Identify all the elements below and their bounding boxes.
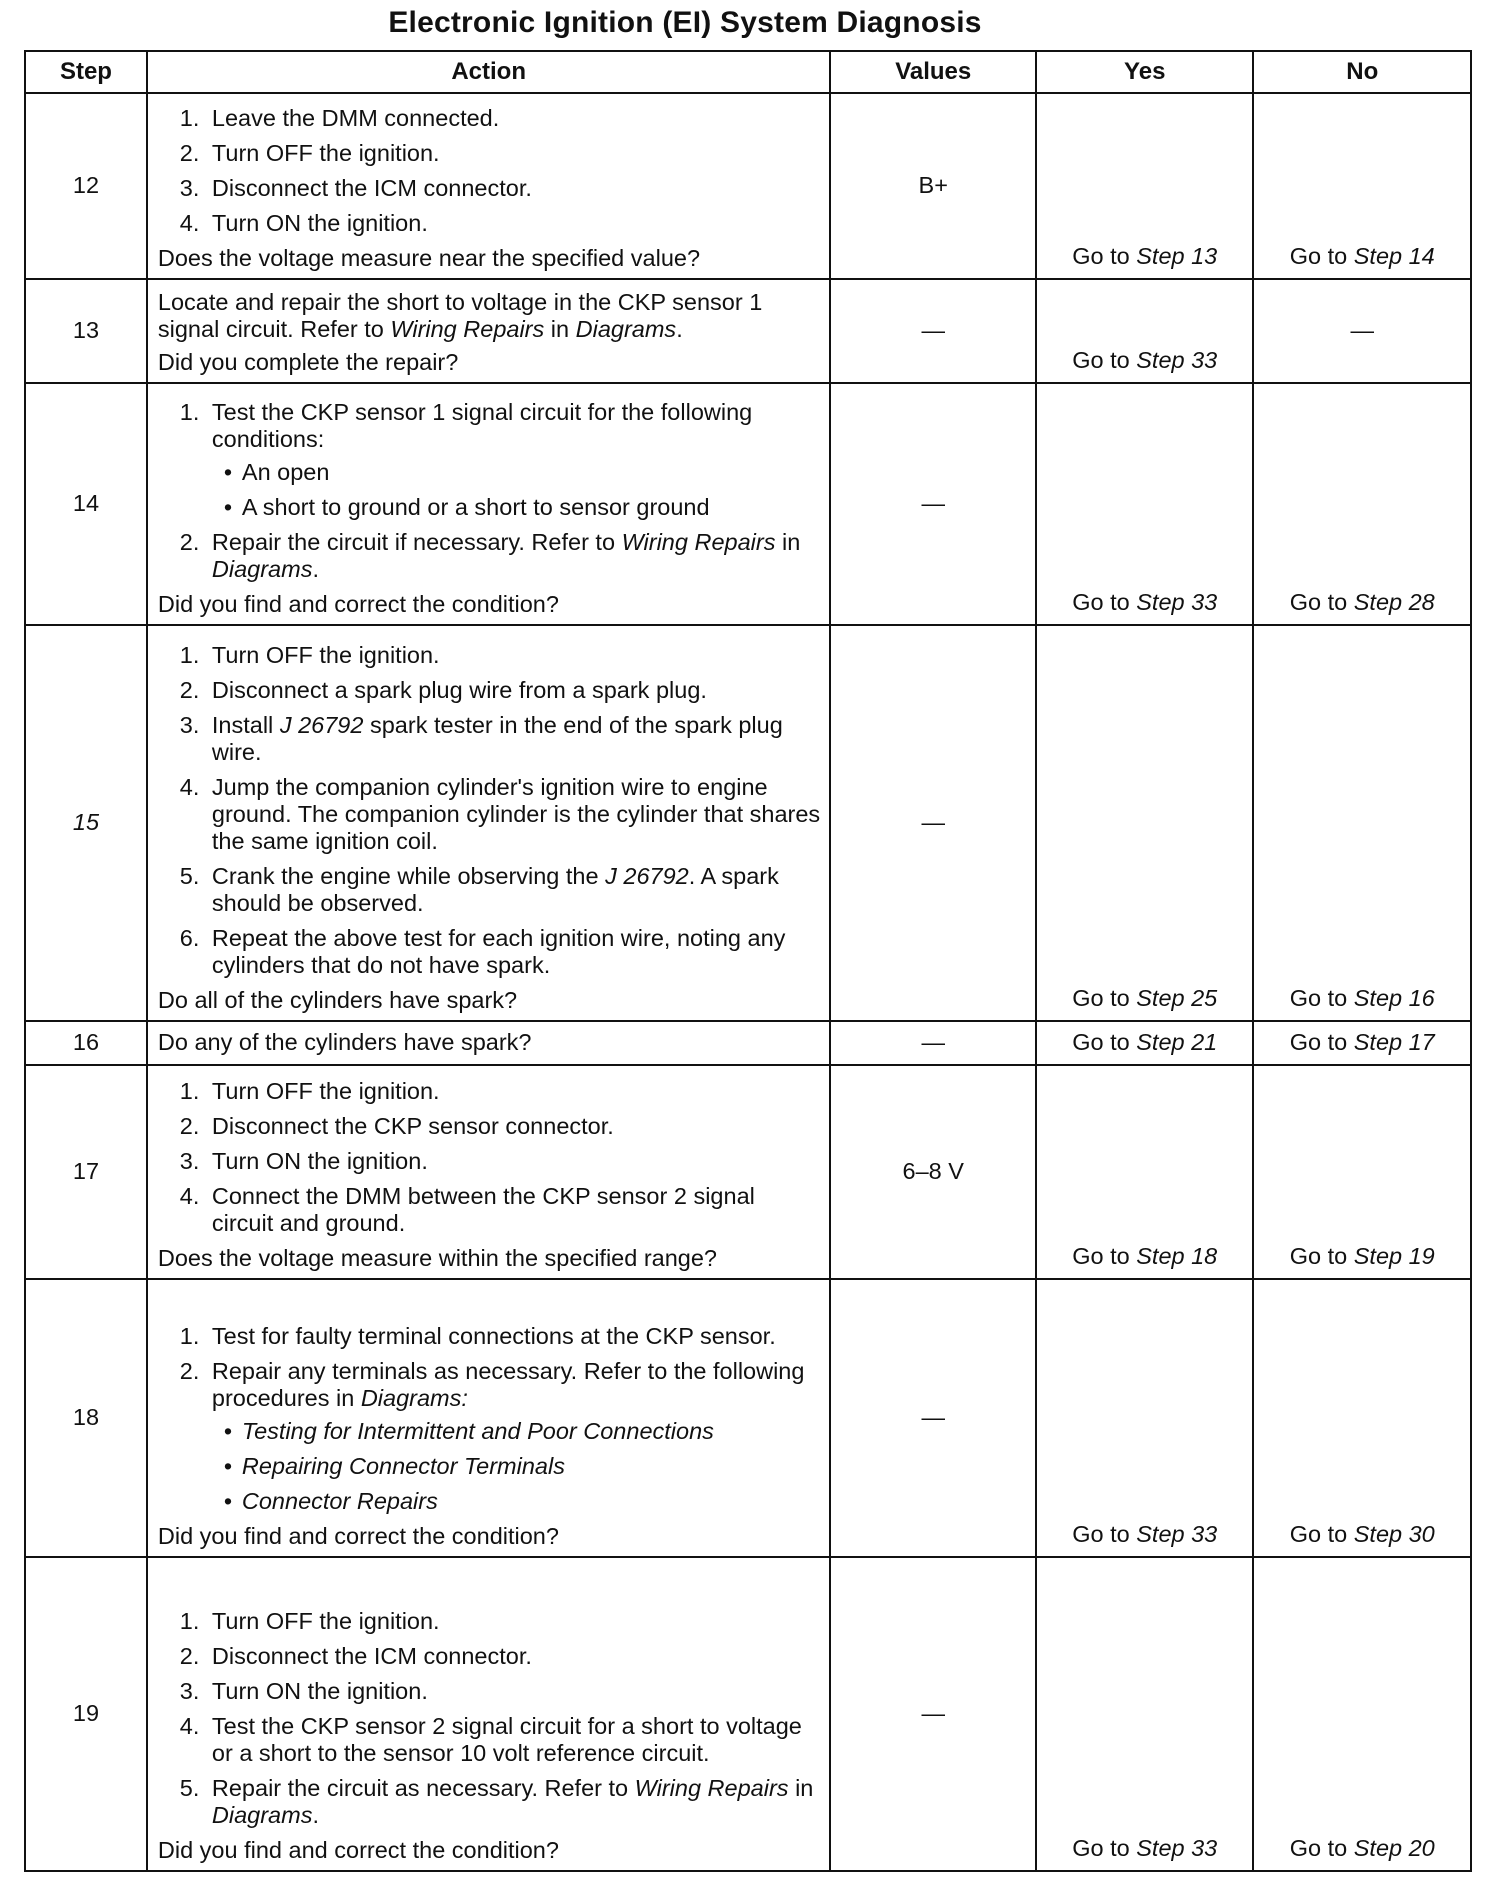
go-to-label: Go to <box>1289 1242 1348 1269</box>
action-step: 1. Test the CKP sensor 1 signal circuit for the following conditions: • An open • A short to ground or a short to sensor ground <box>206 399 822 521</box>
table-header-row <box>25 51 1471 93</box>
yes-cell <box>1036 93 1253 279</box>
no-cell <box>1253 1279 1471 1557</box>
go-to-label: Go to <box>1072 1834 1130 1861</box>
no-cell: — <box>1253 279 1471 383</box>
yes-target: Step 18 <box>1136 1242 1218 1269</box>
action-step: 2. Repair any terminals as necessary. Refer to the following procedures in Diagrams: • Testing for Intermittent and Poor Connections • Repairing Connector Terminals • Connector Repairs <box>206 1358 822 1515</box>
action-text: Locate and repair the short to voltage in the CKP sensor 1 signal circuit. Refer to Wiring Repairs in Diagrams. <box>157 288 763 342</box>
action-step: 2. Disconnect the ICM connector. <box>206 1643 822 1670</box>
action-question: Did you complete the repair? <box>157 348 459 375</box>
action-step: 1. Turn OFF the ignition. <box>206 1608 822 1635</box>
value-cell: — <box>830 1279 1036 1557</box>
action-cell <box>147 93 831 279</box>
table-row <box>25 383 1471 625</box>
action-step: 1. Turn OFF the ignition. <box>206 642 822 669</box>
value-cell: — <box>830 383 1036 625</box>
no-cell <box>1253 1065 1471 1279</box>
reference-link: Diagrams: <box>360 1384 468 1411</box>
step-number: 14 <box>25 383 147 625</box>
yes-cell <box>1036 1065 1253 1279</box>
action-step: 4. Test the CKP sensor 2 signal circuit for a short to voltage or a short to the sensor 10 volt reference circuit. <box>206 1713 822 1767</box>
list-item: • A short to ground or a short to sensor ground <box>224 494 822 521</box>
value-cell: — <box>830 625 1036 1021</box>
action-step: 2. Turn OFF the ignition. <box>206 140 822 167</box>
header-step: Step <box>25 51 147 93</box>
action-steps <box>158 1323 822 1515</box>
no-cell <box>1253 1557 1471 1871</box>
action-question: Did you find and correct the condition? <box>157 590 559 617</box>
no-cell <box>1253 625 1471 1021</box>
action-question: Did you find and correct the condition? <box>157 1836 559 1863</box>
table-row <box>25 1065 1471 1279</box>
action-steps <box>158 642 822 979</box>
no-target: Step 20 <box>1353 1834 1435 1861</box>
action-cell <box>147 1557 831 1871</box>
action-cell <box>147 279 831 383</box>
table-row <box>25 1021 1471 1065</box>
action-cell <box>147 1065 831 1279</box>
go-to-label: Go to <box>1072 588 1130 615</box>
action-cell <box>147 1021 831 1065</box>
action-cell <box>147 383 831 625</box>
go-to-label: Go to <box>1072 242 1130 269</box>
action-step: 6. Repeat the above test for each ignition wire, noting any cylinders that do not have spark. <box>206 925 822 979</box>
header-values: Values <box>830 51 1036 93</box>
list-item: • Repairing Connector Terminals <box>224 1453 822 1480</box>
action-step: 2. Repair the circuit if necessary. Refer to Wiring Repairs in Diagrams. <box>206 529 822 583</box>
action-question: Do all of the cylinders have spark? <box>157 986 518 1013</box>
step-number: 13 <box>25 279 147 383</box>
action-step: 3. Turn ON the ignition. <box>206 1148 822 1175</box>
action-cell <box>147 625 831 1021</box>
action-question: Do any of the cylinders have spark? <box>157 1029 532 1056</box>
action-step: 5. Crank the engine while observing the J 26792. A spark should be observed. <box>206 863 822 917</box>
action-step: 5. Repair the circuit as necessary. Refer to Wiring Repairs in Diagrams. <box>206 1775 822 1829</box>
yes-cell <box>1036 1279 1253 1557</box>
tool-reference: J 26792 <box>279 711 364 738</box>
action-question: Does the voltage measure within the specified range? <box>157 1244 718 1271</box>
yes-cell <box>1036 1557 1253 1871</box>
page-title: Electronic Ignition (EI) System Diagnosis <box>388 6 982 39</box>
yes-target: Step 13 <box>1136 242 1218 269</box>
table-row <box>25 1557 1471 1871</box>
value-cell: 6–8 V <box>830 1065 1036 1279</box>
yes-target: Step 33 <box>1136 1834 1218 1861</box>
value-cell: B+ <box>830 93 1036 279</box>
go-to-label: Go to <box>1289 1029 1348 1056</box>
action-step: 1. Test for faulty terminal connections at the CKP sensor. <box>206 1323 822 1350</box>
yes-cell <box>1036 1021 1253 1065</box>
table-row <box>25 279 1471 383</box>
go-to-label: Go to <box>1289 588 1348 615</box>
reference-link: Wiring Repairs <box>390 315 545 342</box>
go-to-label: Go to <box>1289 1520 1348 1547</box>
tool-reference: J 26792 <box>605 862 689 889</box>
action-question: Does the voltage measure near the specified value? <box>157 244 701 271</box>
no-cell <box>1253 383 1471 625</box>
yes-target: Step 25 <box>1136 984 1218 1011</box>
action-steps <box>158 1608 822 1829</box>
reference-link: Diagrams <box>211 555 313 582</box>
no-target: Step 28 <box>1353 588 1435 615</box>
step-number: 16 <box>25 1021 147 1065</box>
procedure-list <box>212 1418 822 1515</box>
diagnosis-table <box>24 50 1472 1872</box>
table-row <box>25 625 1471 1021</box>
header-action: Action <box>147 51 831 93</box>
yes-cell <box>1036 383 1253 625</box>
action-steps <box>158 105 822 237</box>
value-cell: — <box>830 279 1036 383</box>
action-step: 4. Connect the DMM between the CKP sensor 2 signal circuit and ground. <box>206 1183 822 1237</box>
table-row <box>25 93 1471 279</box>
reference-link: Diagrams <box>575 315 677 342</box>
action-question: Did you find and correct the condition? <box>157 1522 559 1549</box>
go-to-label: Go to <box>1072 1029 1130 1056</box>
step-number: 19 <box>25 1557 147 1871</box>
action-step: 4. Jump the companion cylinder's ignition wire to engine ground. The companion cylinder is the cylinder that shares the same ignition coil. <box>206 774 822 855</box>
step-number: 18 <box>25 1279 147 1557</box>
action-steps <box>158 399 822 583</box>
reference-link: Diagrams <box>211 1801 313 1828</box>
go-to-label: Go to <box>1289 984 1348 1011</box>
action-step: 2. Disconnect a spark plug wire from a spark plug. <box>206 677 822 704</box>
list-item: • An open <box>224 459 822 486</box>
action-steps <box>158 1078 822 1237</box>
yes-cell <box>1036 279 1253 383</box>
table-row <box>25 1279 1471 1557</box>
go-to-label: Go to <box>1072 1520 1130 1547</box>
no-target: Step 14 <box>1353 242 1435 269</box>
no-target: Step 17 <box>1353 1029 1435 1056</box>
yes-target: Step 33 <box>1136 1520 1218 1547</box>
action-cell <box>147 1279 831 1557</box>
action-step: 2. Disconnect the CKP sensor connector. <box>206 1113 822 1140</box>
header-no: No <box>1253 51 1471 93</box>
header-yes: Yes <box>1036 51 1253 93</box>
yes-target: Step 33 <box>1136 588 1218 615</box>
step-number: 12 <box>25 93 147 279</box>
yes-cell <box>1036 625 1253 1021</box>
go-to-label: Go to <box>1289 242 1348 269</box>
action-step: 4. Turn ON the ignition. <box>206 210 822 237</box>
go-to-label: Go to <box>1072 984 1130 1011</box>
no-target: Step 19 <box>1353 1242 1435 1269</box>
no-target: Step 30 <box>1353 1520 1435 1547</box>
action-step: 3. Install J 26792 spark tester in the end of the spark plug wire. <box>206 712 822 766</box>
value-cell: — <box>830 1557 1036 1871</box>
action-step: 1. Leave the DMM connected. <box>206 105 822 132</box>
action-step: 3. Turn ON the ignition. <box>206 1678 822 1705</box>
no-cell <box>1253 93 1471 279</box>
no-target: Step 16 <box>1353 984 1435 1011</box>
go-to-label: Go to <box>1072 346 1130 373</box>
condition-list <box>212 459 822 521</box>
list-item: • Connector Repairs <box>224 1488 822 1515</box>
go-to-label: Go to <box>1072 1242 1130 1269</box>
reference-link: Wiring Repairs <box>621 528 776 555</box>
action-step: 3. Disconnect the ICM connector. <box>206 175 822 202</box>
value-cell: — <box>830 1021 1036 1065</box>
no-cell <box>1253 1021 1471 1065</box>
yes-target: Step 21 <box>1136 1029 1218 1056</box>
yes-target: Step 33 <box>1136 346 1218 373</box>
action-step: 1. Turn OFF the ignition. <box>206 1078 822 1105</box>
go-to-label: Go to <box>1289 1834 1348 1861</box>
reference-link: Wiring Repairs <box>634 1774 789 1801</box>
step-number: 15 <box>25 625 147 1021</box>
list-item: • Testing for Intermittent and Poor Connections <box>224 1418 822 1445</box>
step-number: 17 <box>25 1065 147 1279</box>
